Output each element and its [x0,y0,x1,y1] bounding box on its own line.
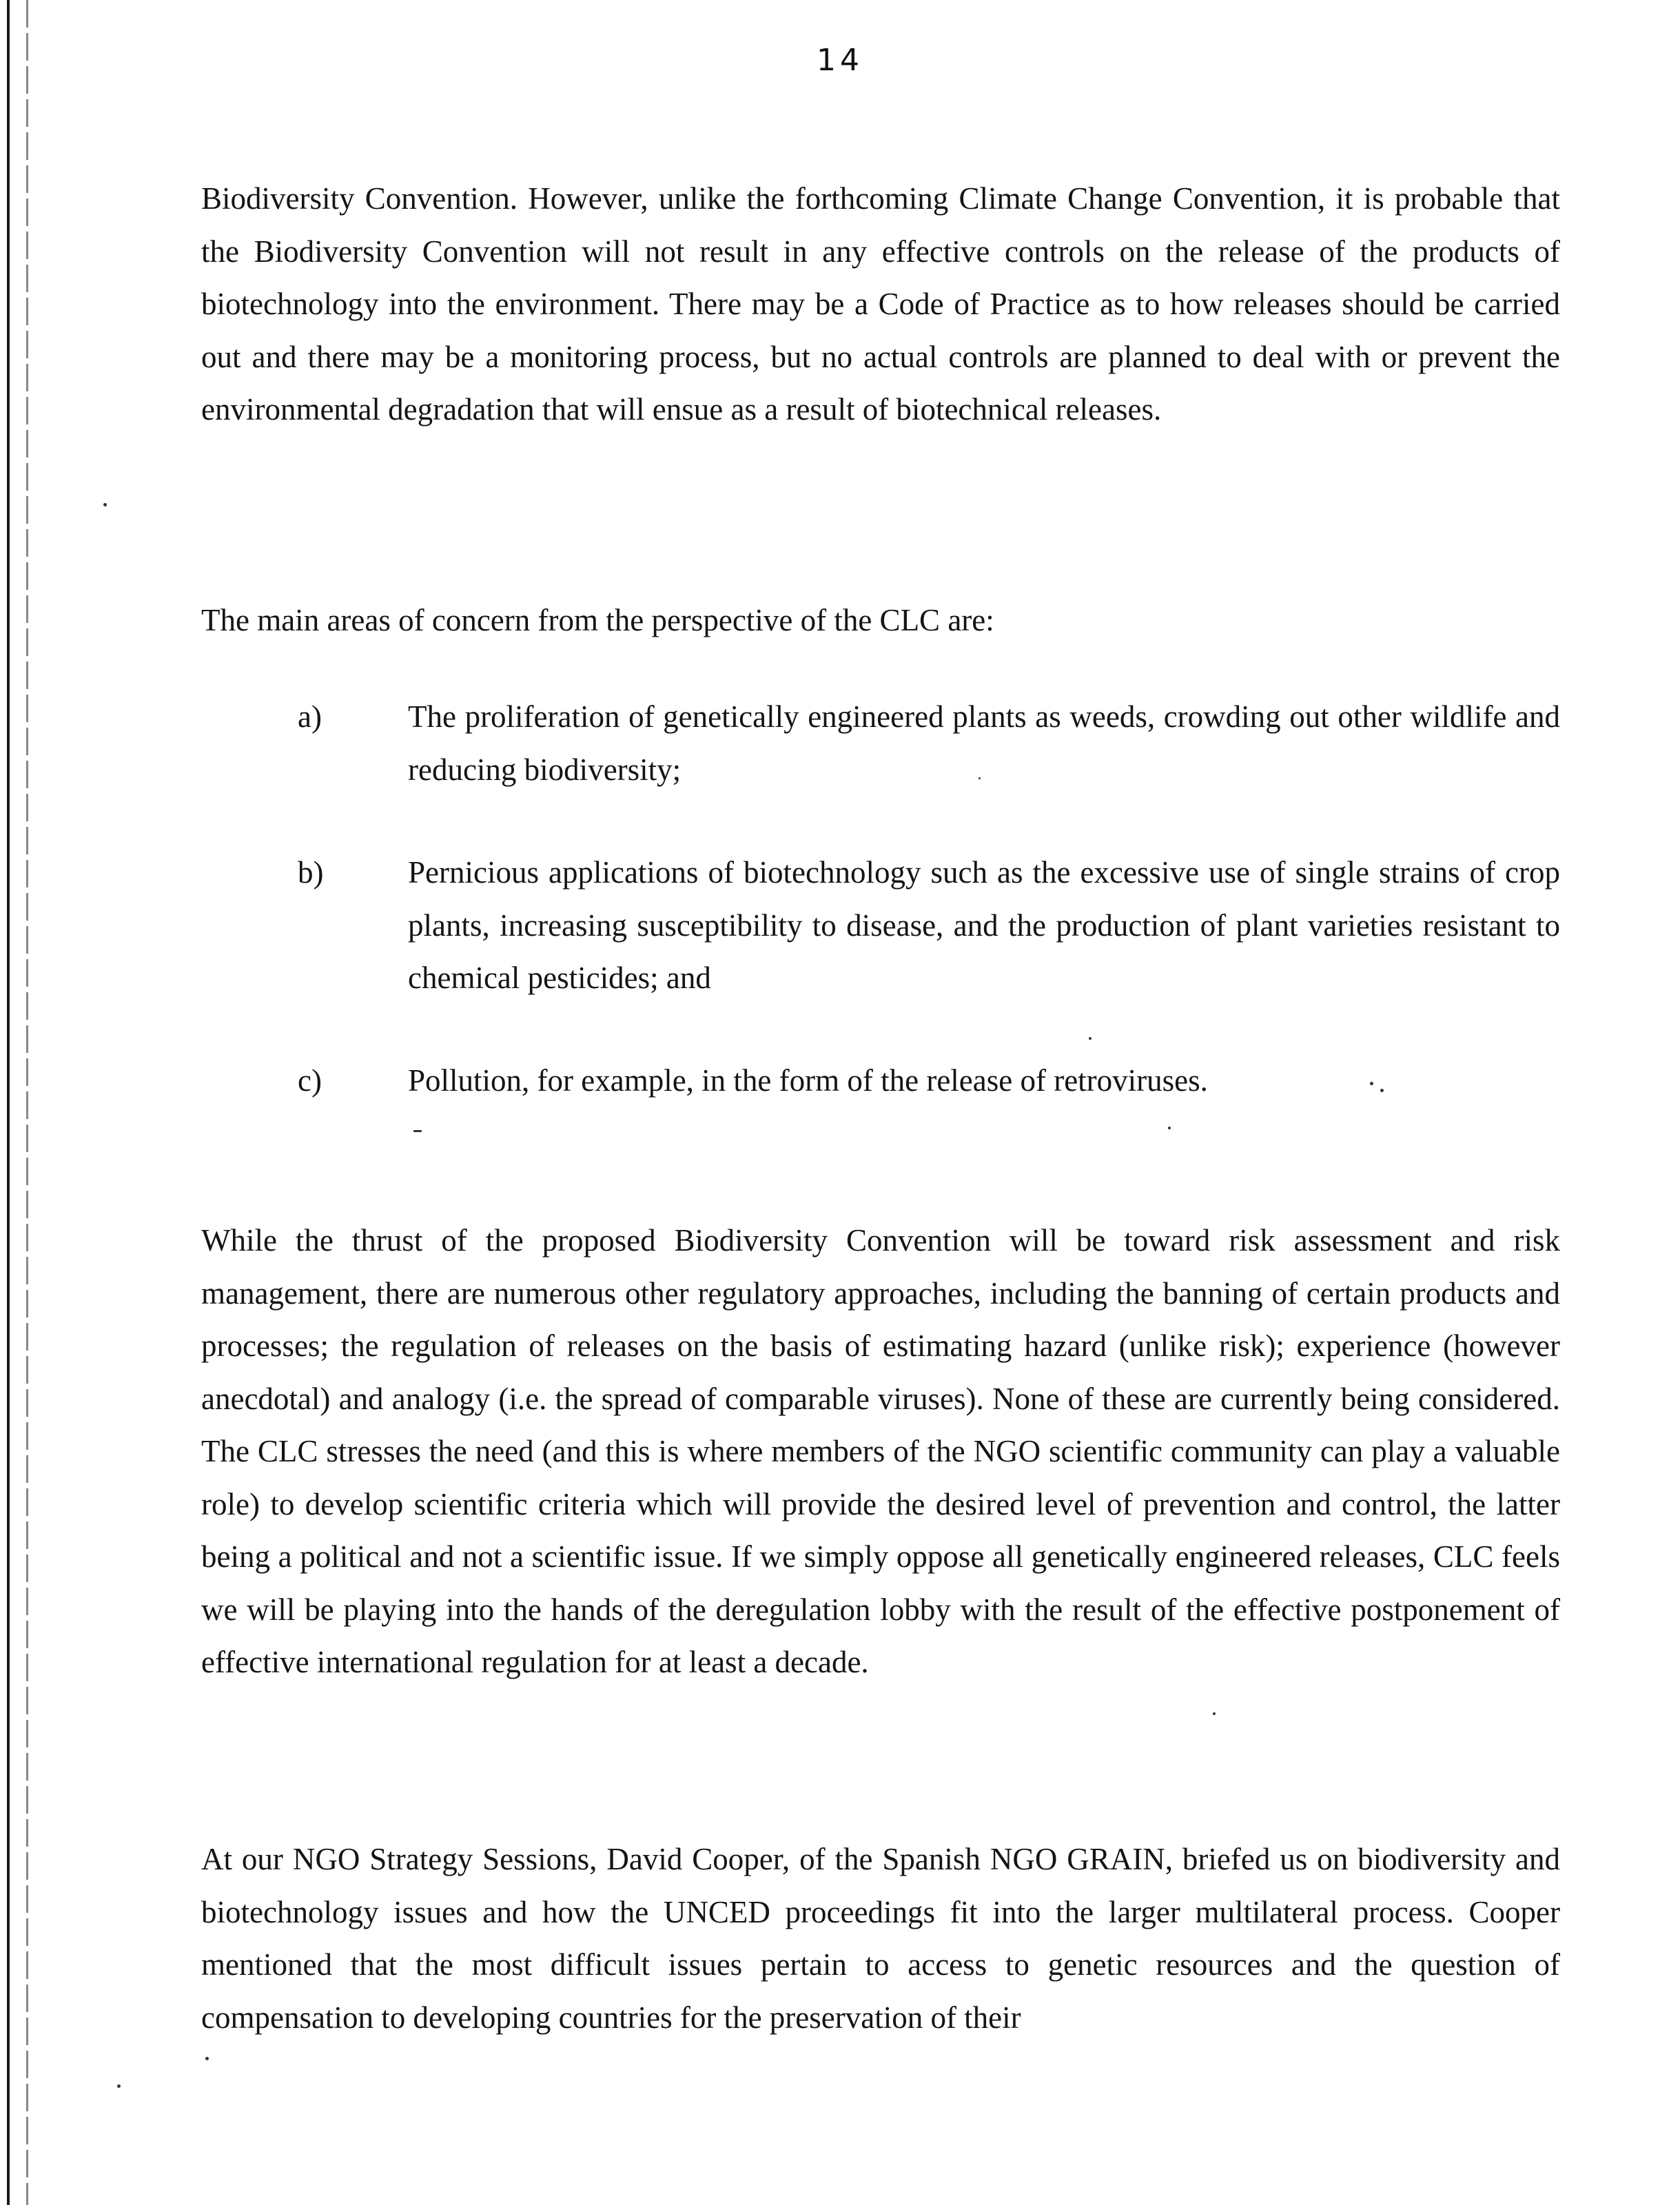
list-item-text: The proliferation of genetically engineered plants as weeds, crowding out other wildlife and reducing biodiversity; [408,699,1560,787]
scan-speck [1380,1089,1384,1092]
scan-speck [413,1130,422,1132]
paragraph-regulatory-approaches: While the thrust of the proposed Biodiversity Convention will be toward risk assessment and risk management, there are numerous other regulatory approaches, including the banning of certain products and processes; the regulation of releases on the basis of estimating hazard (unlike risk); experience (however anecdotal) and analogy (i.e. the spread of comparable viruses). None of these are currently being considered. The CLC stresses the need (and this is where members of the NGO scientific community can play a valuable role) to develop scientific criteria which will provide the desired level of prevention and control, the latter being a political and not a scientific issue. If we simply oppose all genetically engineered releases, CLC feels we will be playing into the hands of the deregulation lobby with the result of the effective postponement of effective international regulation for at least a decade. [201,1223,1560,1679]
list-marker: a) [298,699,322,734]
list-item-text: Pollution, for example, in the form of the release of retroviruses. [408,1063,1208,1098]
list-marker: c) [298,1063,322,1098]
scan-speck [117,2084,121,2088]
scan-speck [205,2057,209,2060]
scan-speck [979,777,981,779]
binding-edge-line-secondary [26,0,28,2205]
binding-edge-line [7,0,10,2205]
scan-speck [1089,1037,1092,1040]
list-marker: b) [298,855,324,890]
page-number: 14 [817,43,863,78]
scan-speck [103,503,107,506]
paragraph-biodiversity-convention: Biodiversity Convention. However, unlike the forthcoming Climate Change Convention, it is probable that the Biodiversity Convention will not result in any effective controls on the release of the products of biotechnology into the environment. There may be a Code of Practice as to how releases should be carried out and there may be a monitoring process, but no actual controls are planned to deal with or prevent the environmental degradation that will ensue as a result of biotechnical releases. [201,181,1560,427]
scan-speck [1168,1127,1171,1129]
paragraph-ngo-strategy-sessions: At our NGO Strategy Sessions, David Cooper, of the Spanish NGO GRAIN, briefed us on biodiversity and biotechnology issues and how the UNCED proceedings fit into the larger multilateral process. Cooper mentioned that the most difficult issues pertain to access to genetic resources and the question of compensation to developing countries for the preservation of their [201,1842,1560,2035]
paragraph-main-areas-intro: The main areas of concern from the perspective of the CLC are: [201,603,994,637]
scan-speck [1213,1712,1216,1715]
scan-speck [1370,1082,1373,1085]
list-item-text: Pernicious applications of biotechnology such as the excessive use of single strains of crop plants, increasing susceptibility to disease, and the production of plant varieties resistant to chemical pesticides; and [408,855,1560,995]
